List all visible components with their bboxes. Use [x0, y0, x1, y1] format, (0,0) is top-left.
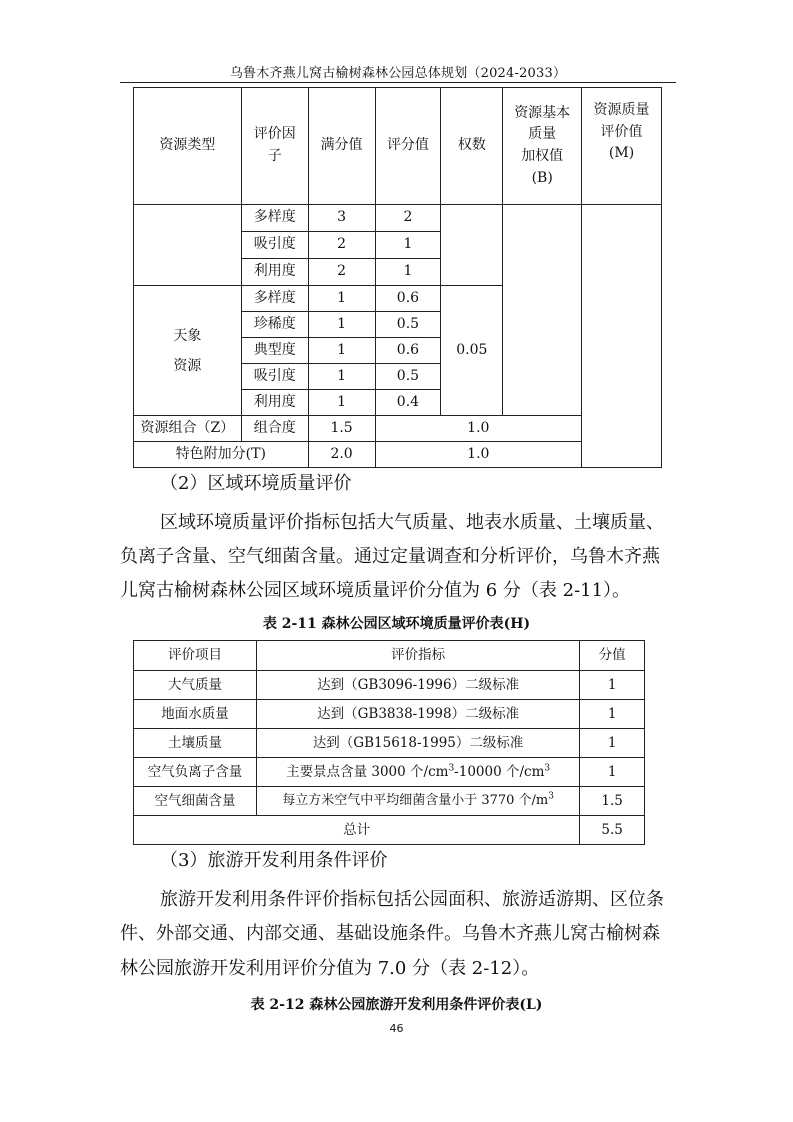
header-score: 评分值	[375, 88, 441, 205]
item-cell: 空气细菌含量	[134, 787, 257, 816]
factor-cell: 多样度	[241, 205, 308, 232]
score-cell: 1	[580, 758, 645, 787]
full-cell: 3	[308, 205, 375, 232]
header-index: 评价指标	[256, 641, 579, 671]
factor-cell: 吸引度	[241, 232, 308, 259]
section2-line3: 儿窝古榆树森林公园区域环境质量评价分值为 6 分（表 2-11）。	[120, 580, 631, 601]
header-weight: 权数	[441, 88, 503, 205]
item-cell: 空气负离子含量	[134, 758, 257, 787]
full-cell: 1	[308, 286, 375, 312]
combo-type: 资源组合（Z）	[134, 416, 242, 442]
full-cell: 1	[308, 390, 375, 416]
group1-type	[134, 205, 242, 286]
group1-weight	[441, 205, 503, 286]
full-cell: 2	[308, 259, 375, 286]
header-factor: 评价因 子	[241, 88, 308, 205]
factor-cell: 珍稀度	[241, 312, 308, 338]
factor-cell: 多样度	[241, 286, 308, 312]
score-cell: 0.6	[375, 286, 441, 312]
b-value-cell	[503, 205, 582, 416]
full-cell: 2	[308, 232, 375, 259]
header-type: 资源类型	[134, 88, 242, 205]
total-score: 5.5	[580, 816, 645, 845]
full-cell: 1	[308, 338, 375, 364]
section3-line2: 件、外部交通、内部交通、基础设施条件。乌鲁木齐燕儿窝古榆树森	[120, 923, 660, 944]
combo-factor: 组合度	[241, 416, 308, 442]
running-header: 乌鲁木齐燕儿窝古榆树森林公园总体规划（2024-2033）	[229, 66, 567, 81]
score-cell: 1	[375, 232, 441, 259]
group2-type: 天象 资源	[134, 286, 242, 416]
index-cell: 每立方米空气中平均细菌含量小于 3770 个$/m^3$	[256, 787, 579, 816]
table3-caption: 表 2-12 森林公园旅游开发利用条件评价表(L)	[250, 997, 543, 1013]
score-cell: 0.5	[375, 364, 441, 390]
bonus-score: 1.0	[375, 442, 582, 468]
group2-weight: 0.05	[441, 286, 503, 416]
score-cell: 1	[375, 259, 441, 286]
score-cell: 1	[580, 671, 645, 700]
index-cell: 达到（GB15618-1995）二级标准	[256, 729, 579, 758]
score-cell: 1.5	[580, 787, 645, 816]
bonus-full: 2.0	[308, 442, 375, 468]
header-full-score: 满分值	[308, 88, 375, 205]
score-cell: 0.5	[375, 312, 441, 338]
item-cell: 大气质量	[134, 671, 257, 700]
factor-cell: 吸引度	[241, 364, 308, 390]
section2-line1: 区域环境质量评价指标包括大气质量、地表水质量、土壤质量、	[160, 512, 664, 533]
score-cell: 1	[580, 729, 645, 758]
total-label: 总计	[134, 816, 580, 845]
index-cell: 主要景点含量 3000 个$/cm^3-10000$ 个$/cm^3$	[256, 758, 579, 787]
header-item: 评价项目	[134, 641, 257, 671]
table2-caption: 表 2-11 森林公园区域环境质量评价表(H)	[262, 616, 531, 632]
environment-quality-table	[133, 640, 645, 845]
factor-cell: 利用度	[241, 390, 308, 416]
score-cell: 1	[580, 700, 645, 729]
section3-line1: 旅游开发利用条件评价指标包括公园面积、旅游适游期、区位条	[160, 889, 664, 910]
combo-score: 1.0	[375, 416, 582, 442]
full-cell: 1	[308, 364, 375, 390]
item-cell: 地面水质量	[134, 700, 257, 729]
page-number: 46	[389, 1022, 404, 1035]
factor-cell: 典型度	[241, 338, 308, 364]
header-b: 资源基本 质量 加权值 (B)	[503, 88, 582, 205]
bonus-label: 特色附加分(T)	[134, 442, 309, 468]
factor-cell: 利用度	[241, 259, 308, 286]
m-value-cell	[582, 205, 662, 468]
section2-line2: 负离子含量、空气细菌含量。通过定量调查和分析评价，乌鲁木齐燕	[120, 546, 660, 567]
item-cell: 土壤质量	[134, 729, 257, 758]
score-cell: 0.4	[375, 390, 441, 416]
score-cell: 2	[375, 205, 441, 232]
header-m: 资源质量 评价值 (M)	[582, 88, 662, 205]
section2-heading: （2）区域环境质量评价	[160, 473, 352, 494]
index-cell: 达到（GB3838-1998）二级标准	[256, 700, 579, 729]
section3-line3: 林公园旅游开发利用评价分值为 7.0 分（表 2-12）。	[120, 958, 540, 979]
resource-quality-table	[133, 87, 662, 468]
header-score: 分值	[580, 641, 645, 671]
header-rule	[120, 82, 676, 83]
index-cell: 达到（GB3096-1996）二级标准	[256, 671, 579, 700]
full-cell: 1	[308, 312, 375, 338]
combo-full: 1.5	[308, 416, 375, 442]
section3-heading: （3）旅游开发利用条件评价	[160, 850, 388, 871]
score-cell: 0.6	[375, 338, 441, 364]
